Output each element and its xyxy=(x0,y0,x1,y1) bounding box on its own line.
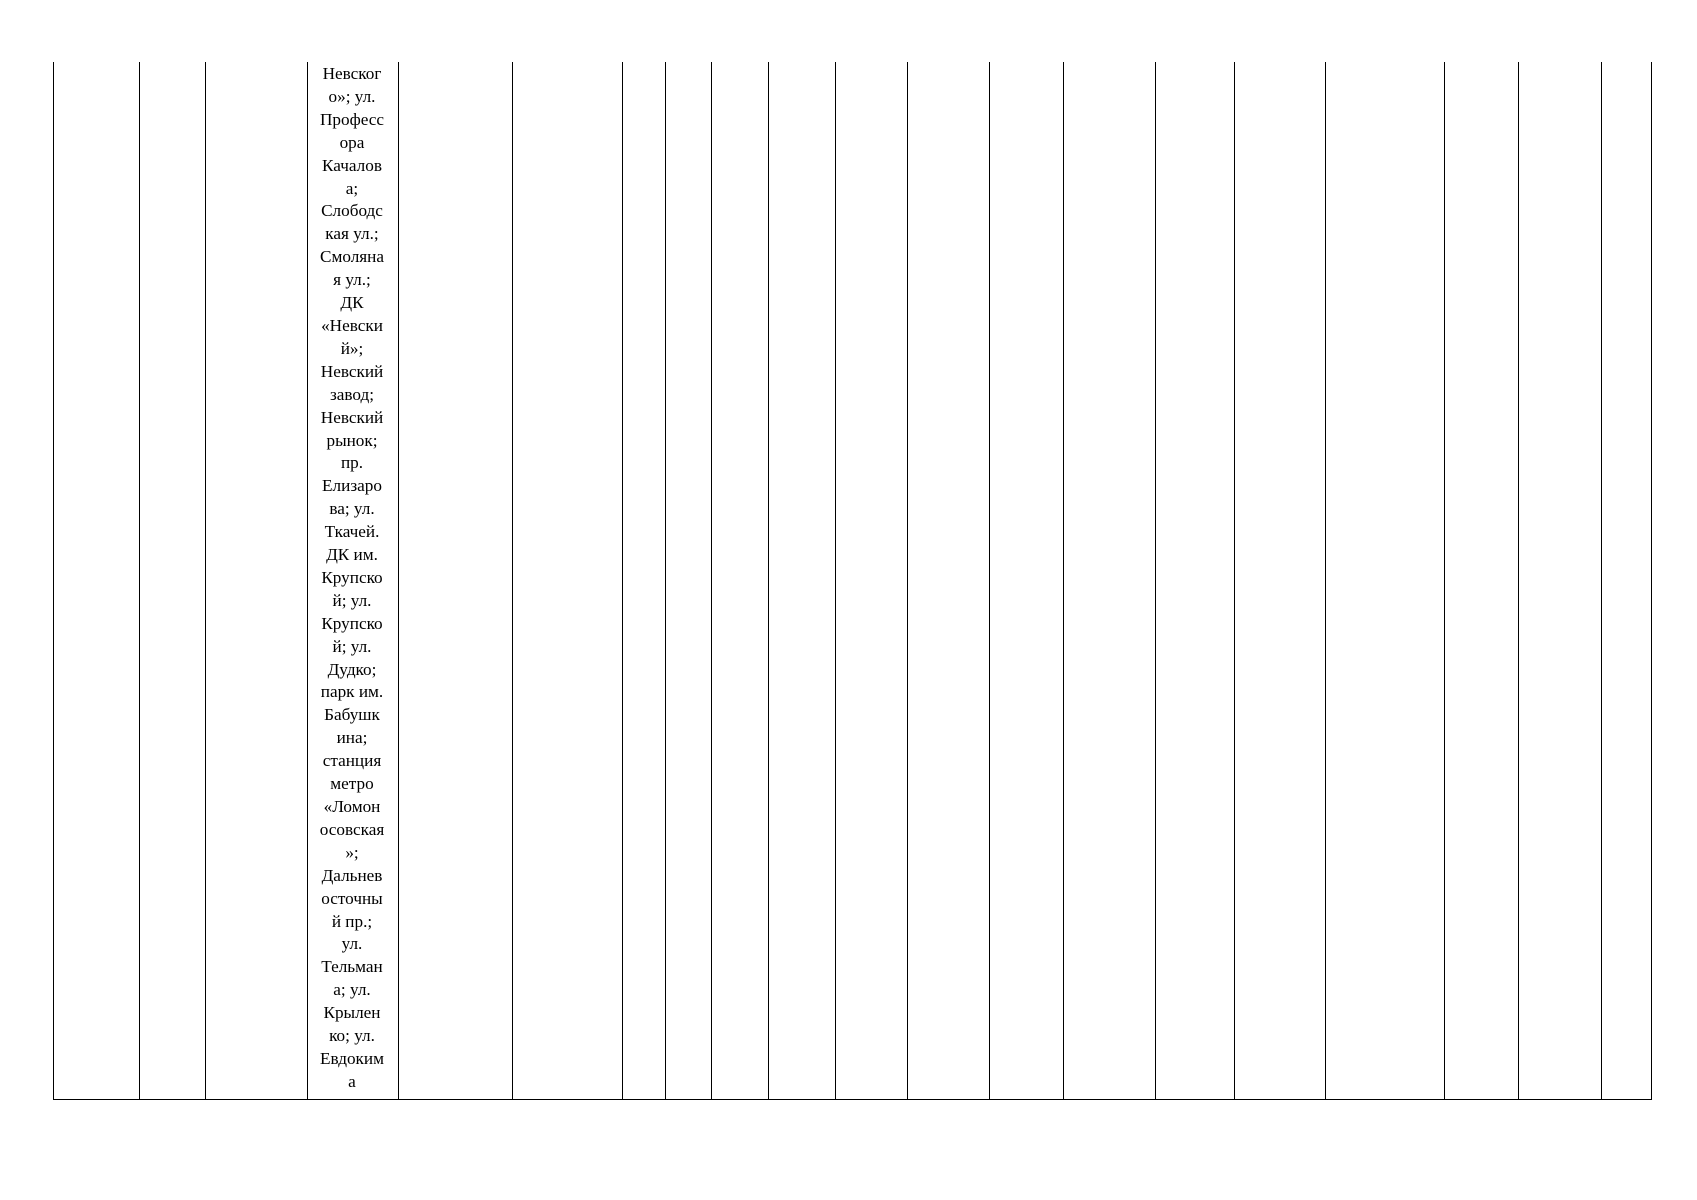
cell-text-line: ина; xyxy=(336,728,368,748)
cell-text-line: Дудко; xyxy=(327,659,377,679)
cell-text-line: Невский xyxy=(320,361,384,381)
cell-text-line: ко; ул. xyxy=(329,1026,375,1046)
cell-text-line: ДК им. xyxy=(326,545,378,565)
cell-text-line: Елизаро xyxy=(322,476,382,496)
cell-text-line: ора xyxy=(339,132,365,152)
cell-text-line: й; ул. xyxy=(332,636,372,656)
column-border xyxy=(53,62,54,1100)
cell-text-line: я ул.; xyxy=(333,270,371,290)
cell-text-line: Бабушк xyxy=(324,705,380,725)
cell-text-line: а; ул. xyxy=(333,980,371,1000)
cell-text-line: Крупско xyxy=(321,567,383,587)
cell-text-line: Невског xyxy=(322,64,382,83)
cell-text-line: »; xyxy=(345,842,359,862)
cell-text-line: Тельман xyxy=(321,957,383,977)
column-border xyxy=(1234,62,1235,1100)
column-border xyxy=(512,62,513,1100)
cell-text-line: й пр.; xyxy=(331,911,373,931)
column-border xyxy=(1651,62,1652,1100)
cell-text-line: Качалов xyxy=(322,155,382,175)
cell-text-line: станция xyxy=(322,751,382,771)
cell-text-line: ва; ул. xyxy=(329,499,375,519)
column-border xyxy=(835,62,836,1100)
cell-text-line: парк им. xyxy=(320,682,384,702)
table xyxy=(53,62,1652,1100)
column-border xyxy=(1601,62,1602,1100)
column-border xyxy=(622,62,623,1100)
column-border xyxy=(1518,62,1519,1100)
cell-text-line: Евдоким xyxy=(320,1048,384,1068)
column-border xyxy=(1063,62,1064,1100)
column-border xyxy=(989,62,990,1100)
cell-text-line: й; ул. xyxy=(332,590,372,610)
cell-text-line: а; xyxy=(345,178,359,198)
cell-text-line: метро xyxy=(330,774,374,794)
cell-text-line: Крылен xyxy=(323,1003,381,1023)
cell-text-line: Дальнев xyxy=(321,865,383,885)
column-border xyxy=(665,62,666,1100)
cell-text-line: осовская xyxy=(319,819,385,839)
cell-text-line: о»; ул. xyxy=(328,86,376,106)
cell-text-line: «Ломон xyxy=(323,797,381,816)
cell-text-line: ДК xyxy=(340,293,364,313)
column-border xyxy=(398,62,399,1100)
cell-text-line: пр. xyxy=(340,453,364,473)
cell-text-line: Крупско xyxy=(321,613,383,633)
column-border xyxy=(907,62,908,1100)
column-border xyxy=(1444,62,1445,1100)
cell-text-line: Смоляна xyxy=(319,247,385,267)
cell-text-line: ул. xyxy=(341,934,363,954)
cell-text-line: а xyxy=(348,1071,356,1091)
column-border xyxy=(1155,62,1156,1100)
cell-text-line: осточны xyxy=(321,888,383,908)
column-border xyxy=(711,62,712,1100)
column-border xyxy=(1325,62,1326,1100)
cell-text-line: й»; xyxy=(340,338,364,358)
cell-text-line: завод; xyxy=(329,384,375,404)
column-border xyxy=(768,62,769,1100)
column-border xyxy=(205,62,206,1100)
column-border xyxy=(139,62,140,1100)
cell-text-line: Ткачей. xyxy=(324,522,380,542)
cell-text-line: «Невски xyxy=(321,315,383,335)
cell-text-line: рынок; xyxy=(326,430,378,450)
cell-text-line: Слободс xyxy=(321,201,383,221)
table-cell-route-stops xyxy=(307,63,397,1098)
cell-text-line: Невский xyxy=(320,407,384,427)
cell-text-line: Професс xyxy=(319,109,385,129)
cell-text-line: кая ул.; xyxy=(325,224,379,244)
